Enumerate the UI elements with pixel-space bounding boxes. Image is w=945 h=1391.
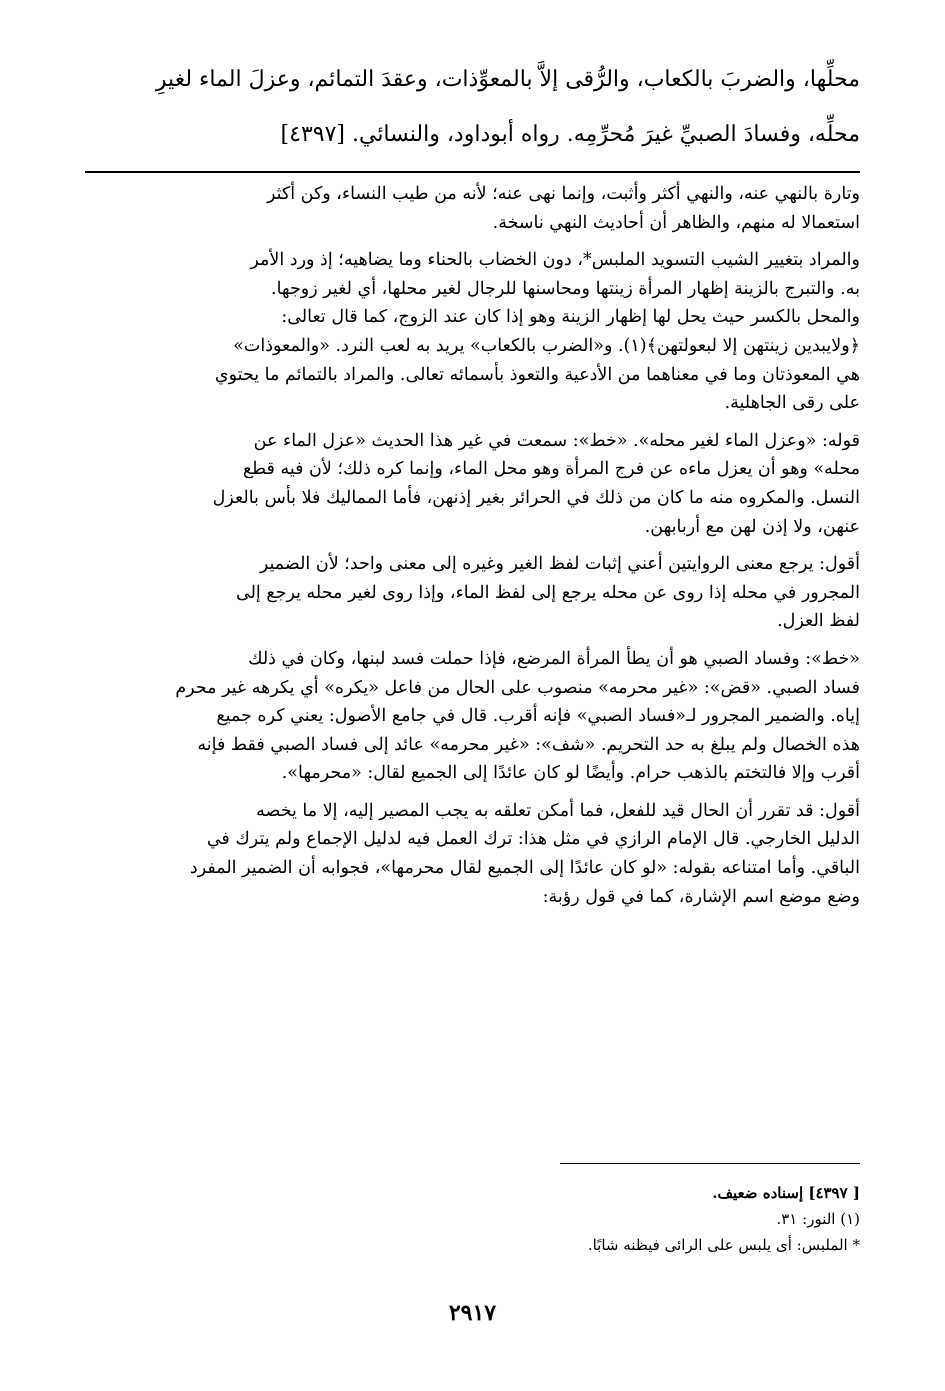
hadith-line: محلِّها، والضربَ بالكعاب، والرُّقى إلاَّ بالمعوِّذات، وعقدَ التمائم، وعزلَ الماء لغيرِ <box>155 67 860 92</box>
footnote-grade: [ ٤٣٩٧] إسناده ضعيف. <box>712 1184 860 1202</box>
commentary-paragraph <box>85 645 860 788</box>
commentary-line: وضع موضع اسم الإشارة، كما في قول رؤبة: <box>542 886 860 907</box>
commentary-line: والمراد بتغيير الشيب التسويد الملبس*، دون الخضاب بالحناء وما يضاهيه؛ إذ ورد الأمر <box>250 250 860 271</box>
commentary-line: فساد الصبي. «قض»: «غير محرمه» منصوب على الحال من فاعل «يكره» أي يكرهه غير محرم <box>175 677 860 698</box>
commentary-line: أقول: يرجع معنى الروايتين أعني إثبات لفظ الغير وغيره إلى معنى واحد؛ لأن الضمير <box>259 554 860 575</box>
commentary-line: أقول: قد تقرر أن الحال قيد للفعل، فما أمكن تعلقه به يجب المصير إليه، إلا ما يخصه <box>256 800 860 821</box>
commentary-line: لفظ العزل. <box>777 611 860 632</box>
commentary-paragraph <box>85 427 860 541</box>
hadith-text <box>85 52 860 162</box>
footnote-divider <box>560 1163 860 1164</box>
commentary-line: على رقى الجاهلية. <box>724 393 860 414</box>
footnote-gloss: * الملبس: أى يلبس على الرائى فيظنه شابًا. <box>587 1236 860 1254</box>
commentary-line: الدليل الخارجي. قال الإمام الرازي في مثل هذا: ترك العمل فيه لدليل الإجماع ولم يترك في <box>206 829 860 850</box>
commentary-line: إياه. والضمير المجرور لـ«فساد الصبي» فإنه أقرب. قال في جامع الأصول: يعني كره جميع <box>216 706 860 727</box>
commentary-line: عنهن، ولا إذن لهن مع أربابهن. <box>644 516 860 537</box>
footnotes <box>300 1180 860 1258</box>
commentary-line: قوله: «وعزل الماء لغير محله». «خط»: سمعت في غير هذا الحديث «عزل الماء عن <box>253 430 860 451</box>
commentary-paragraph <box>85 797 860 911</box>
commentary-line: وتارة بالنهي عنه، والنهي أكثر وأثبت، وإنما نهى عنه؛ لأنه من طيب النساء، وكن أكثر <box>266 184 860 204</box>
commentary-paragraph <box>85 246 860 418</box>
commentary-line: «خط»: وفساد الصبي هو أن يطأ المرأة المرضع، فإذا حملت فسد لبنها، وكان في ذلك <box>248 648 860 669</box>
hadith-line: محلِّه، وفسادَ الصبيِّ غيرَ مُحرِّمِه. رواه أبوداود، والنسائي. [٤٣٩٧] <box>280 122 860 147</box>
commentary-line: به. والتبرج بالزينة إظهار المرأة زينتها ومحاسنها للرجال لغير محلها، أي لغير زوجها. <box>271 278 860 299</box>
commentary-line: الباقي. وأما امتناعه بقوله: «لو كان عائدًا إلى الجميع لقال محرمها»، فجوابه أن الضمير المفرد <box>189 858 860 879</box>
commentary-line: ﴿ولايبدين زينتهن إلا لبعولتهن﴾(١). و«الضرب بالكعاب» يريد به لعب النرد. «والمعوذات» <box>233 335 860 356</box>
footnote-reference: (١) النور: ٣١. <box>776 1210 860 1228</box>
commentary-line: هذه الخصال ولم يبلغ به حد التحريم. «شف»: «غير محرمه» عائد إلى فساد الصبي فقط فإنه <box>197 734 860 755</box>
commentary-line: أقرب وإلا فالتختم بالذهب حرام. وأيضًا لو كان عائدًا إلى الجميع لقال: «محرمها». <box>281 763 860 784</box>
page-number: ٢٩١٧ <box>448 1300 497 1326</box>
commentary-line: والمحل بالكسر حيث يحل لها إظهار الزينة وهو إذا كان عند الزوج، كما قال تعالى: <box>281 307 860 328</box>
commentary-line: هي المعوذتان وما في معناهما من الأدعية والتعوذ بأسمائه تعالى. والمراد بالتمائم ما يحتوي <box>214 364 860 385</box>
commentary-paragraph <box>85 550 860 636</box>
commentary-paragraph <box>85 180 860 237</box>
commentary-line: استعمالا له منهم، والظاهر أن أحاديث النهي ناسخة. <box>492 212 860 233</box>
commentary-line: محله» وهو أن يعزل ماءه عن فرج المرأة وهو محل الماء، وإنما كره ذلك؛ لأن فيه قطع <box>242 459 860 480</box>
commentary <box>85 180 860 920</box>
commentary-line: النسل. والمكروه منه ما كان من ذلك في الحرائر بغير إذنهن، فأما المماليك فلا بأس بالعزل <box>212 487 860 508</box>
hadith-divider <box>85 171 860 173</box>
commentary-line: المجرور في محله إذا روى عن محله يرجع إلى لفظ الماء، وإذا روى لغير محله يرجع إلى <box>235 582 860 603</box>
